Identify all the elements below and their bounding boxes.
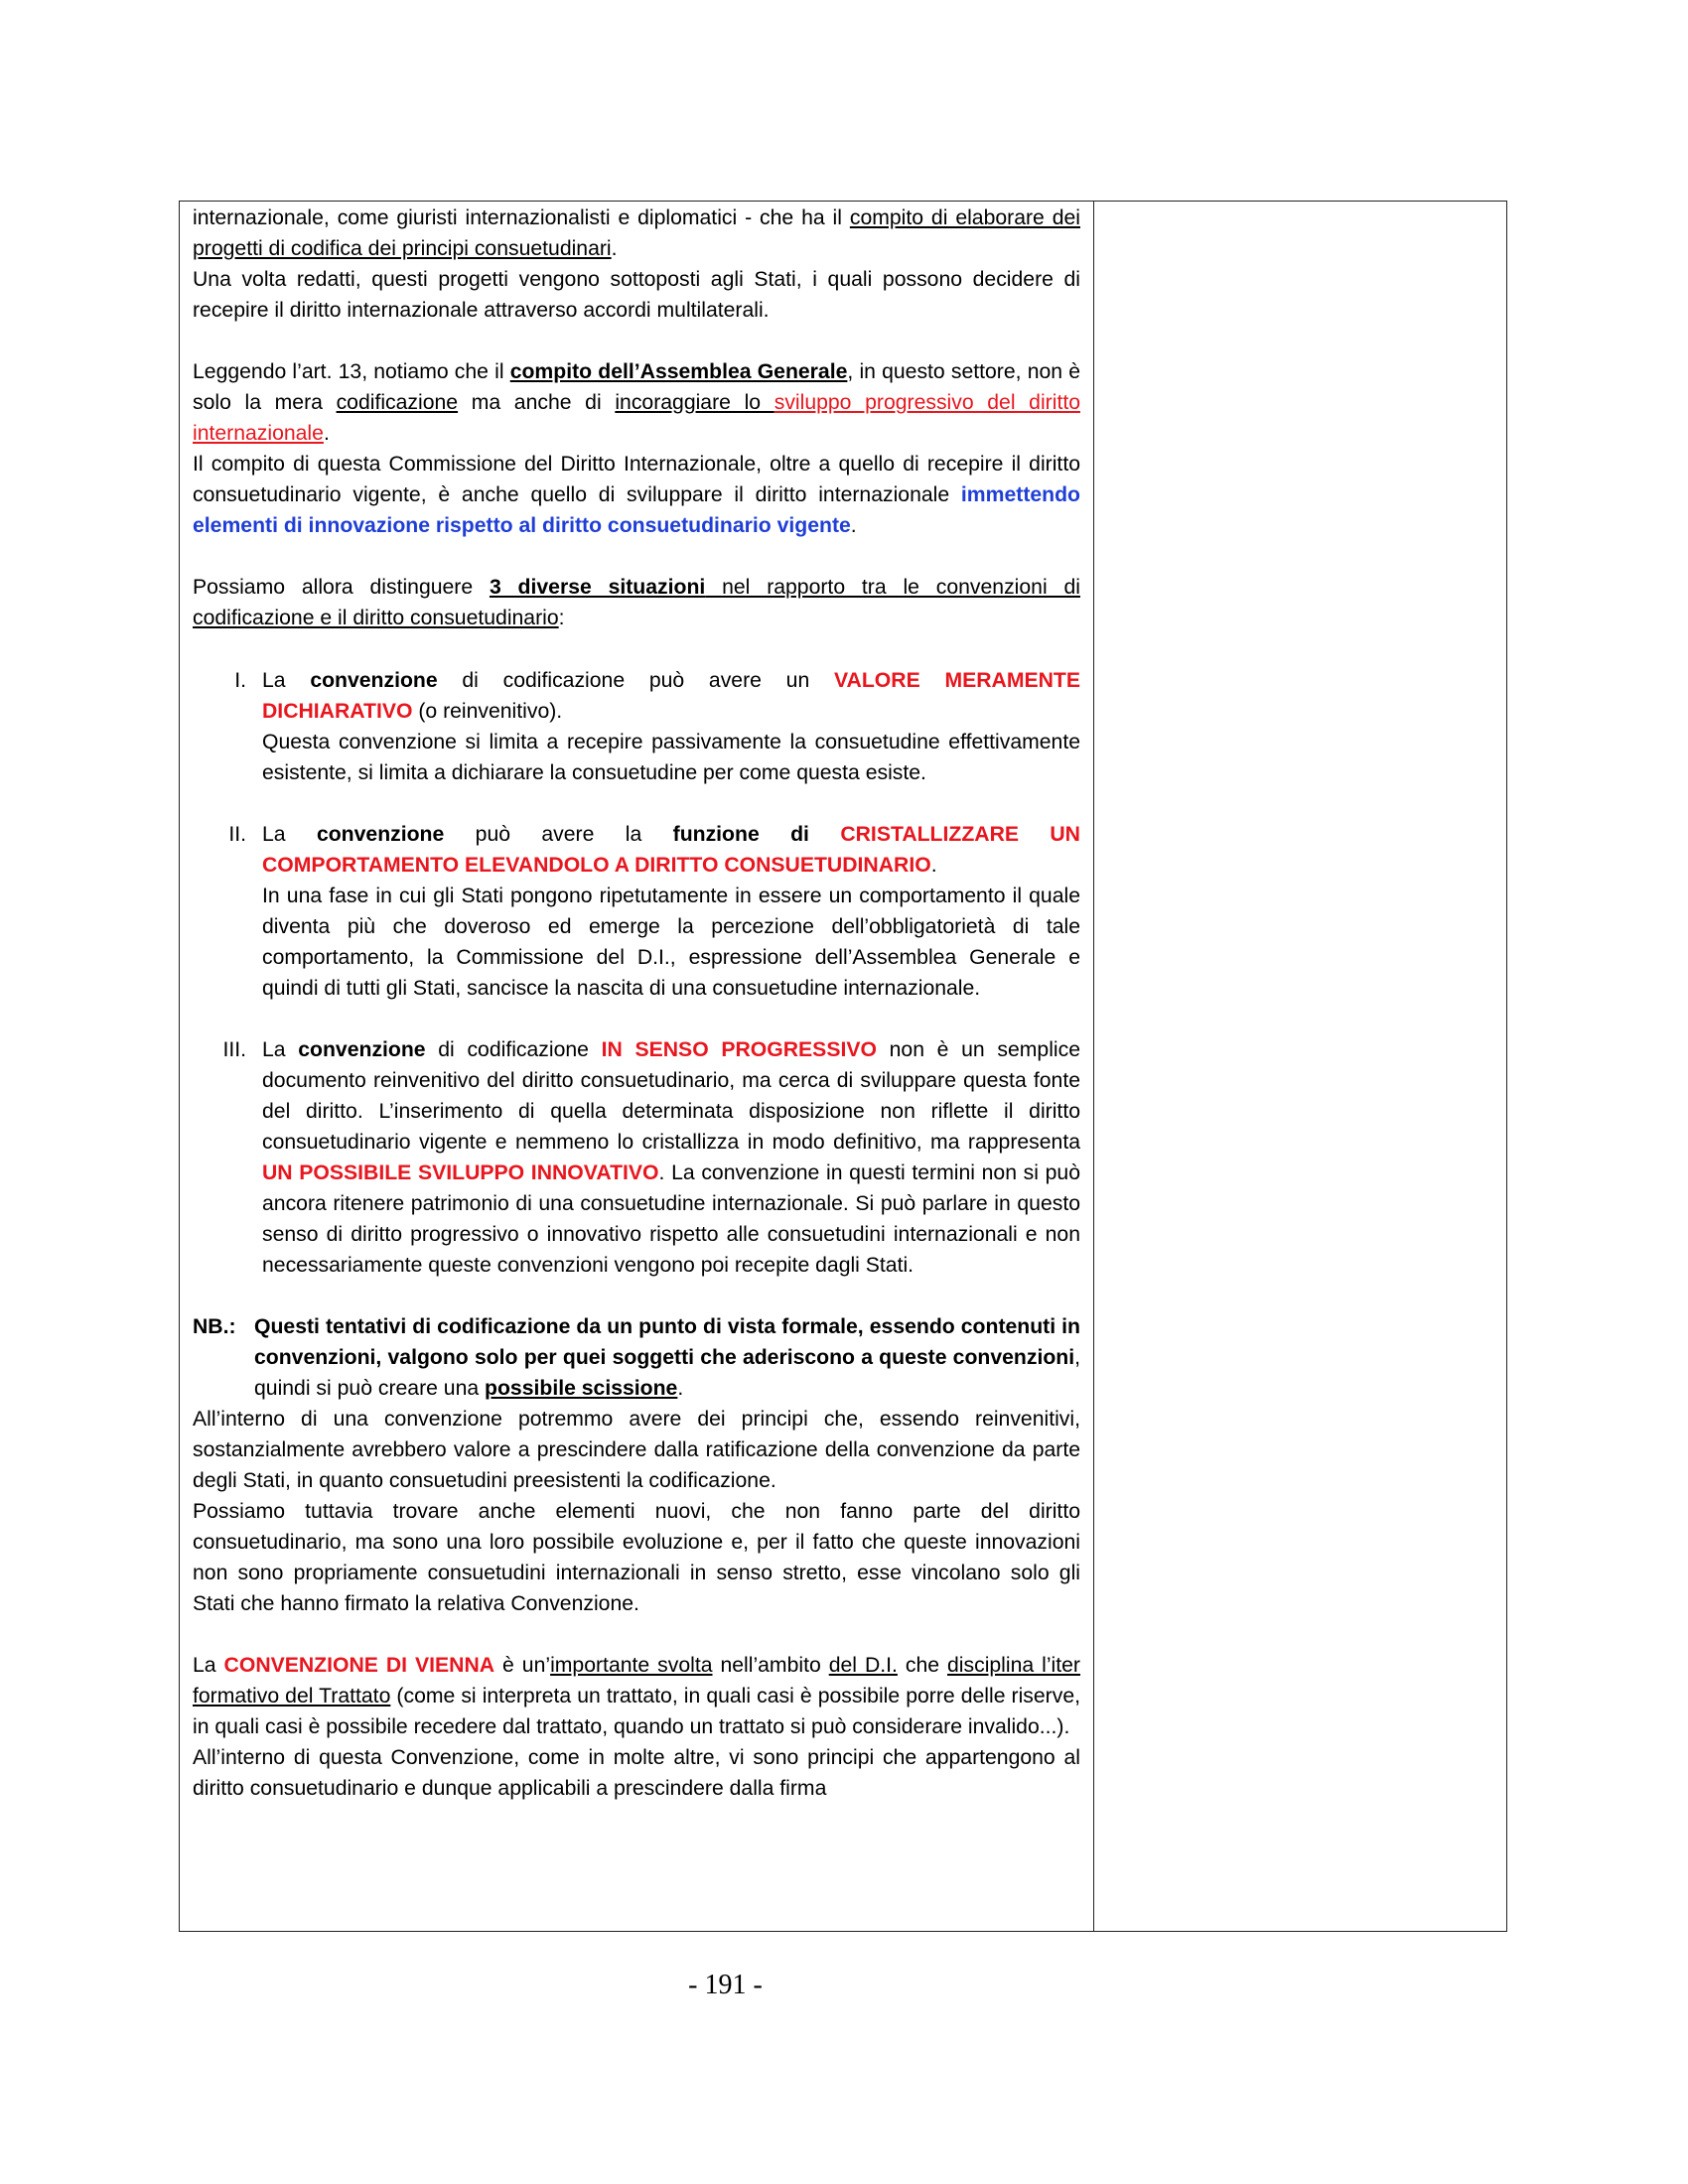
paragraph-1: internazionale, come giuristi internazionalisti e diplomatici - che ha il compito di elaborare dei progetti di codifica dei principi consuetudinari. <box>193 206 1080 260</box>
nota-bene: NB.: Questi tentativi di codificazione da un punto di vista formale, essendo contenuti in convenzioni, valgono solo per quei soggetti che aderiscono a queste convenzioni, quindi si può creare una possibile scissione. <box>193 1311 1080 1404</box>
list-item-1: I. La convenzione di codificazione può avere un VALORE MERAMENTE DICHIARATIVO (o reinvenitivo). Questa convenzione si limita a recepire passivamente la consuetudine effettivamente esistente, si limita a dichiarare la consuetudine per come questa esiste. <box>193 665 1080 788</box>
nb-label: NB.: <box>193 1315 236 1338</box>
page-number: - 191 - <box>688 1970 763 2000</box>
paragraph-2: Una volta redatti, questi progetti vengono sottoposti agli Stati, i quali possono decidere di recepire il diritto internazionale attraverso accordi multilaterali. <box>193 268 1080 322</box>
paragraph-9: All’interno di questa Convenzione, come in molte altre, vi sono principi che appartengono al diritto consuetudinario e dunque applicabili a prescindere dalla firma <box>193 1746 1080 1800</box>
paragraph-5: Possiamo allora distinguere 3 diverse situazioni nel rapporto tra le convenzioni di codificazione e il diritto consuetudinario: <box>193 576 1080 629</box>
paragraph-7: Possiamo tuttavia trovare anche elementi nuovi, che non fanno parte del diritto consuetudinario, ma sono una loro possibile evoluzione e, per il fatto che queste innovazioni non sono propriamente consuetudini internazionali in senso stretto, esse vincolano solo gli Stati che hanno firmato la relativa Convenzione. <box>193 1500 1080 1615</box>
column-divider <box>1093 201 1094 1932</box>
paragraph-3: Leggendo l’art. 13, notiamo che il compito dell’Assemblea Generale, in questo settore, non è solo la mera codificazione ma anche di incoraggiare lo sviluppo progressivo del diritto internazionale. <box>193 360 1081 445</box>
paragraph-6: All’interno di una convenzione potremmo avere dei principi che, essendo reinvenitivi, sostanzialmente avrebbero valore a prescindere dalla ratificazione della convenzione da parte degli Stati, in quanto consuetudini preesistenti la codificazione. <box>193 1408 1080 1492</box>
paragraph-4: Il compito di questa Commissione del Diritto Internazionale, oltre a quello di recepire il diritto consuetudinario vigente, è anche quello di sviluppare il diritto internazionale immettendo elementi di innovazione rispetto al diritto consuetudinario vigente. <box>193 453 1080 537</box>
text-column <box>193 203 1080 1804</box>
list-number: III. <box>222 1038 246 1061</box>
list-number: I. <box>234 669 246 692</box>
list-item-2: II. La convenzione può avere la funzione di CRISTALLIZZARE UN COMPORTAMENTO ELEVANDOLO A DIRITTO CONSUETUDINARIO. In una fase in cui gli Stati pongono ripetutamente in essere un comportamento il quale diventa più che doveroso ed emerge la percezione dell’obbligatorietà di tale comportamento, la Commissione del D.I., espressione dell’Assemblea Generale e quindi di tutti gli Stati, sancisce la nascita di una consuetudine internazionale. <box>193 819 1080 1004</box>
list-item-3: III. La convenzione di codificazione IN SENSO PROGRESSIVO non è un semplice documento reinvenitivo del diritto consuetudinario, ma cerca di sviluppare questa fonte del diritto. L’inserimento di quella determinata disposizione non riflette il diritto consuetudinario vigente e nemmeno lo cristallizza in modo definitivo, ma rappresenta UN POSSIBILE SVILUPPO INNOVATIVO. La convenzione in questi termini non si può ancora ritenere patrimonio di una consuetudine internazionale. Si può parlare in questo senso di diritto progressivo o innovativo rispetto alle consuetudini internazionali e non necessariamente queste convenzioni vengono poi recepite dagli Stati. <box>193 1034 1080 1281</box>
list-number: II. <box>228 823 246 846</box>
paragraph-8: La CONVENZIONE DI VIENNA è un’importante svolta nell’ambito del D.I. che disciplina l’iter formativo del Trattato (come si interpreta un trattato, in quali casi è possibile porre delle riserve, in quali casi è possibile recedere dal trattato, quando un trattato si può considerare invalido...). <box>193 1654 1081 1738</box>
